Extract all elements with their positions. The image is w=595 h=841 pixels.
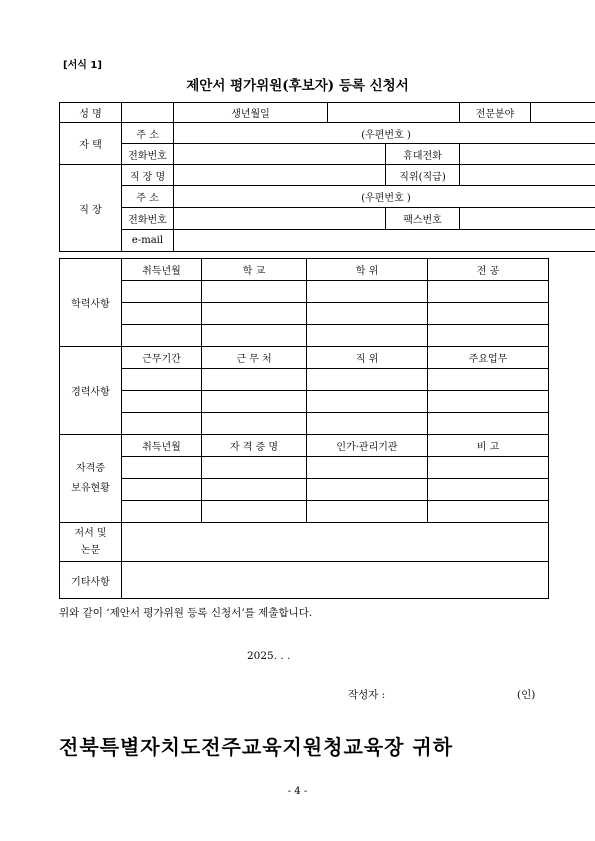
name-label: 성 명	[60, 103, 122, 123]
career-row	[60, 391, 549, 413]
license-row	[60, 501, 549, 523]
career-row	[60, 413, 549, 435]
author-label: 작성자 :	[348, 689, 386, 701]
career-header-period: 근무기간	[122, 347, 202, 369]
work-address-value[interactable]	[174, 186, 595, 208]
license-header-date: 취득년월	[122, 435, 202, 457]
license-header-note: 비 고	[428, 435, 549, 457]
work-postal-code: (우편번호 )	[361, 193, 411, 204]
work-name-value[interactable]	[174, 165, 386, 186]
home-postal-code: (우편번호 )	[361, 129, 411, 141]
home-phone-label: 전화번호	[122, 144, 174, 165]
home-address-value[interactable]	[174, 123, 595, 144]
education-row	[60, 303, 549, 325]
publications-label-line2: 논문	[80, 545, 101, 556]
other-value[interactable]	[122, 562, 549, 599]
submission-statement: 위와 같이 ‘제안서 평가위원 등록 신청서’를 제출합니다.	[59, 607, 313, 619]
fax-label: 팩스번호	[386, 208, 460, 230]
career-header-workplace: 근 무 처	[202, 347, 307, 369]
personal-info-table	[59, 102, 595, 252]
education-header-date: 취득년월	[122, 259, 202, 281]
name-value[interactable]	[122, 103, 174, 123]
position-label: 직위(직급)	[386, 165, 460, 186]
document-title: 제안서 평가위원(후보자) 등록 신청서	[186, 78, 409, 94]
birth-value[interactable]	[328, 103, 460, 123]
email-label: e-mail	[122, 230, 174, 252]
work-name-label: 직 장 명	[122, 165, 174, 186]
career-header-duty: 주요업무	[428, 347, 549, 369]
work-phone-label: 전화번호	[122, 208, 174, 230]
submission-date: 2025. . .	[247, 650, 291, 662]
education-header-degree: 학 위	[307, 259, 428, 281]
license-label	[60, 435, 122, 523]
career-label: 경력사항	[60, 347, 122, 435]
position-value[interactable]	[460, 165, 595, 186]
education-row	[60, 325, 549, 347]
publications-value[interactable]	[122, 523, 549, 562]
home-label: 자 택	[60, 123, 122, 165]
email-value[interactable]	[174, 230, 595, 252]
license-label-line1: 자격증	[76, 462, 105, 474]
fax-value[interactable]	[460, 208, 595, 230]
mobile-value[interactable]	[460, 144, 595, 165]
work-address-label: 주 소	[122, 186, 174, 208]
home-phone-value[interactable]	[174, 144, 386, 165]
work-label: 직 장	[60, 165, 122, 252]
field-label: 전문분야	[460, 103, 531, 123]
education-row	[60, 281, 549, 303]
mobile-label: 휴대전화	[386, 144, 460, 165]
license-header-issuer: 인가·관리기관	[307, 435, 428, 457]
publications-label-line1: 저서 및	[74, 528, 107, 539]
form-number-label: [서식 1]	[63, 60, 102, 71]
career-header-position: 직 위	[307, 347, 428, 369]
education-header-school: 학 교	[202, 259, 307, 281]
history-table	[59, 258, 549, 599]
education-header-major: 전 공	[428, 259, 549, 281]
license-header-name: 자 격 증 명	[202, 435, 307, 457]
recipient-line: 전북특별자치도전주교육지원청교육장 귀하	[59, 735, 454, 759]
career-row	[60, 369, 549, 391]
other-label: 기타사항	[60, 562, 122, 599]
seal-label: (인)	[517, 689, 536, 701]
license-row	[60, 479, 549, 501]
field-value[interactable]	[531, 103, 595, 123]
birth-label: 생년월일	[174, 103, 328, 123]
license-label-line2: 보유현황	[71, 482, 110, 494]
home-address-label: 주 소	[122, 123, 174, 144]
publications-label	[60, 523, 122, 562]
work-phone-value[interactable]	[174, 208, 386, 230]
page-number: - 4 -	[287, 786, 308, 797]
license-row	[60, 457, 549, 479]
education-label: 학력사항	[60, 259, 122, 347]
